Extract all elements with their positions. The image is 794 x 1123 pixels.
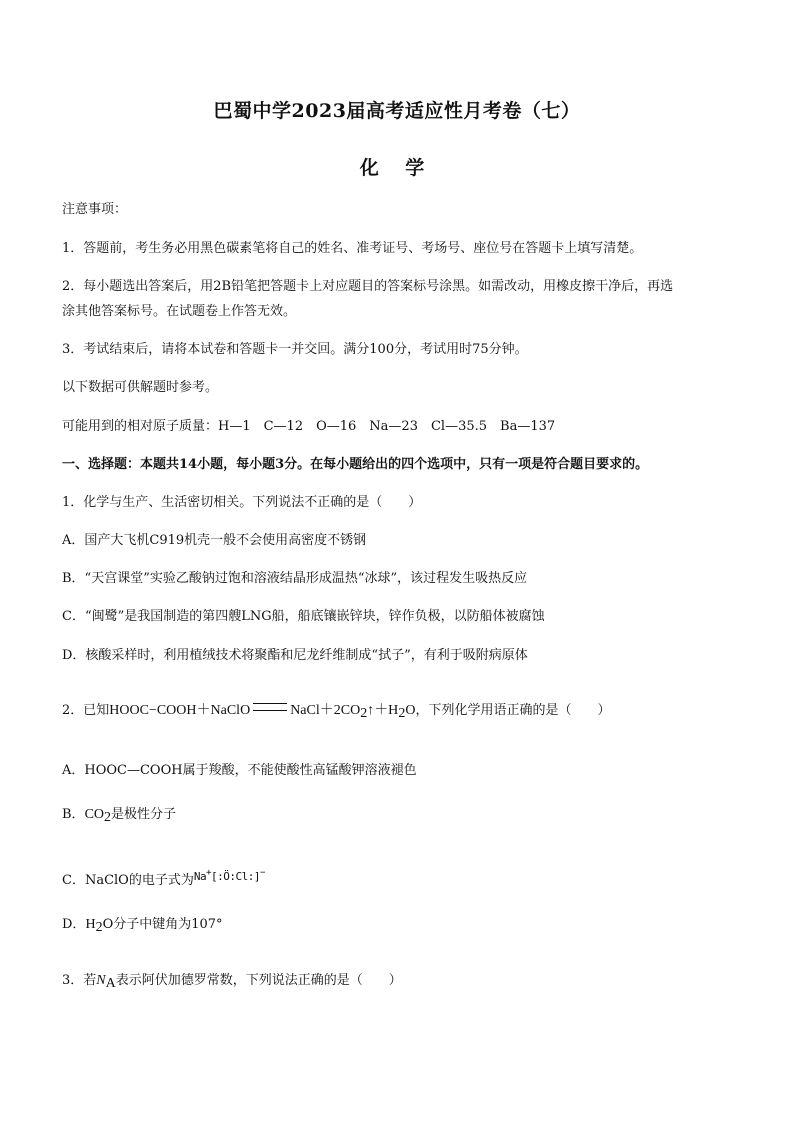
q3-text: 表示阿伏加德罗常数，下列说法正确的是（ ） <box>115 973 402 988</box>
question-1-option-a: A．国产大飞机C919机壳一般不会使用高密度不锈钢 <box>62 533 367 548</box>
q2-h2o-o: O <box>405 703 416 718</box>
question-3-stem <box>62 972 402 990</box>
q2-b-subscript: 2 <box>104 810 112 825</box>
lewis-plus: + <box>206 868 212 878</box>
q2-d-text: O分子中键角为107° <box>102 917 223 932</box>
equals-sign-icon <box>253 703 287 711</box>
q2-d-label: D． <box>62 917 86 932</box>
q2-product-2: ＋H <box>374 703 399 718</box>
question-2-option-b <box>62 806 176 824</box>
atomic-mass-line: 可能用到的相对原子质量：H—1 C—12 O—16 Na—23 Cl—35.5 Ba—137 <box>62 419 556 434</box>
lewis-minus: − <box>260 868 265 878</box>
q3-prefix: 3．若 <box>62 973 97 988</box>
question-2-option-c <box>62 868 265 890</box>
question-2-stem <box>62 702 610 720</box>
q2-b-label: B． <box>62 807 85 822</box>
q2-b-co: CO <box>84 807 105 822</box>
section-heading: 一、选择题：本题共14小题，每小题3分。在每小题给出的四个选项中，只有一项是符合题目要求的。 <box>62 457 649 472</box>
gas-arrow-icon: ↑ <box>367 703 375 718</box>
q2-d-subscript: 2 <box>95 920 103 935</box>
notice-item-2-cont: 涂其他答案标号。在试题卷上作答无效。 <box>62 304 297 319</box>
q2-prefix: 2．已知 <box>62 703 110 718</box>
question-2-option-a: A．HOOC—COOH属于羧酸，不能使酸性高锰酸钾溶液褪色 <box>62 763 417 778</box>
q3-na-subscript: A <box>105 976 116 991</box>
q3-na-symbol: N <box>96 973 106 988</box>
question-1-option-d: D．核酸采样时，利用植绒技术将聚酯和尼龙纤维制成“拭子”，有利于吸附病原体 <box>62 648 528 663</box>
notice-item-3: 3．考试结束后，请将本试卷和答题卡一并交回。满分100分，考试用时75分钟。 <box>62 342 528 357</box>
q2-c-label: C．NaClO的电子式为 <box>62 873 194 888</box>
notice-heading: 注意事项： <box>62 202 128 217</box>
question-1-stem: 1．化学与生产、生活密切相关。下列说法不正确的是（ ） <box>62 495 422 510</box>
question-1-option-c: C．“闽鹭”是我国制造的第四艘LNG船，船底镶嵌锌块，锌作负极，以防船体被腐蚀 <box>62 609 545 624</box>
lewis-structure <box>194 870 265 883</box>
question-1-option-b: B．“天宫课堂”实验乙酸钠过饱和溶液结晶形成温热“冰球”，该过程发生吸热反应 <box>62 571 528 586</box>
lewis-body: [:Ö:Cl:] <box>211 870 260 883</box>
notice-item-2: 2．每小题选出答案后，用2B铅笔把答题卡上对应题目的答案标号涂黑。如需改动，用橡皮擦干净后，再选 <box>62 279 674 294</box>
q2-d-h: H <box>85 917 96 932</box>
lewis-na: Na <box>193 870 207 883</box>
subject-title: 化 学 <box>359 157 435 179</box>
question-2-option-d <box>62 916 223 934</box>
q2-product-1: NaCl＋2CO <box>290 703 361 718</box>
q2-co2-subscript: 2 <box>360 706 368 721</box>
notice-item-1: 1．答题前，考生务必用黑色碳素笔将自己的姓名、准考证号、考场号、座位号在答题卡上填写清楚。 <box>62 241 643 256</box>
q2-h2o-subscript: 2 <box>398 706 406 721</box>
q2-suffix: ，下列化学用语正确的是（ ） <box>415 703 611 718</box>
reference-note: 以下数据可供解题时参考。 <box>62 380 219 395</box>
q2-b-text: 是极性分子 <box>111 807 177 822</box>
exam-title: 巴蜀中学2023届高考适应性月考卷（七） <box>213 100 581 122</box>
q2-reactant: HOOC−COOH＋NaClO <box>109 703 251 718</box>
